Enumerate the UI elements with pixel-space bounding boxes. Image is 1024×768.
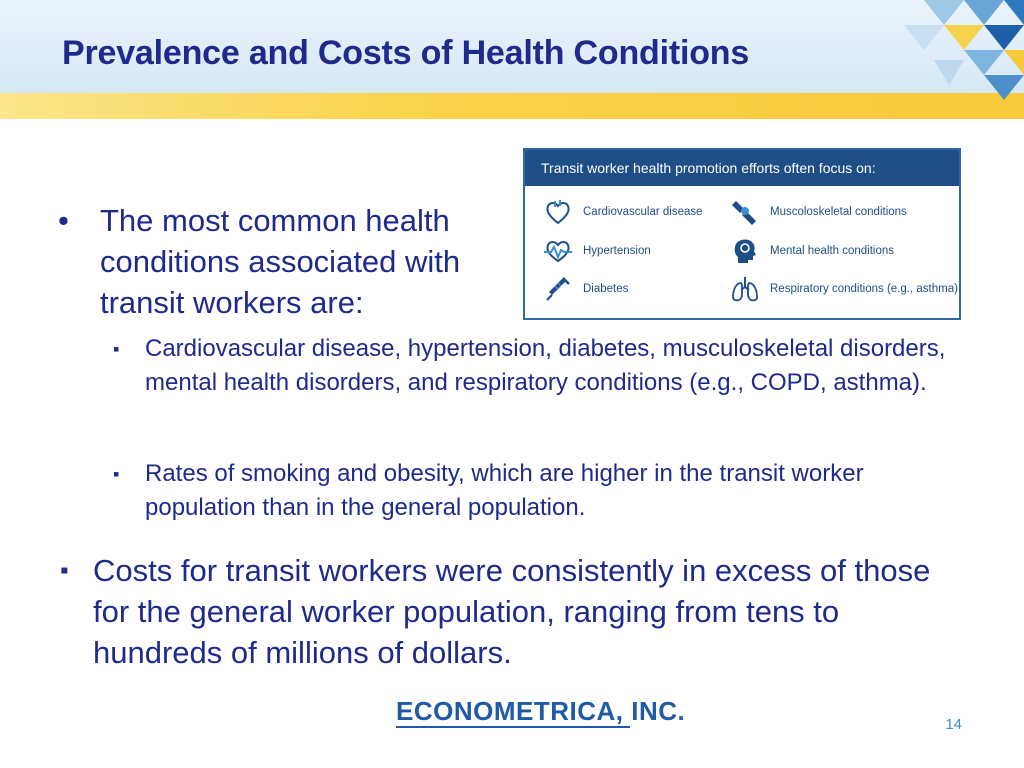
syringe-icon: [543, 274, 573, 304]
lungs-icon: [730, 274, 760, 304]
heart-icon: [543, 197, 573, 227]
focus-item-diabetes: [543, 274, 628, 304]
focus-item-label: Hypertension: [583, 245, 651, 257]
costs-bullet: [60, 550, 960, 673]
heartbeat-icon: [543, 236, 573, 266]
focus-item-label: Respiratory conditions (e.g., asthma): [770, 283, 958, 295]
head-icon: [730, 236, 760, 266]
focus-item-cardiovascular: [543, 197, 703, 227]
slide-title: Prevalence and Costs of Health Conditions: [62, 34, 750, 72]
sub-bullet-conditions: [113, 332, 973, 400]
main-bullet: [58, 200, 508, 323]
focus-panel-heading: Transit worker health promotion efforts often focus on:: [525, 150, 959, 186]
decorative-tiles: [864, 0, 1024, 119]
focus-item-label: Mental health conditions: [770, 245, 895, 257]
bullet-marker: •: [58, 203, 69, 238]
company-logo: [396, 696, 686, 728]
focus-item-label: Diabetes: [583, 283, 629, 295]
bullet-marker: ▪: [60, 557, 69, 584]
bullet-marker: ▪: [113, 464, 120, 484]
focus-item-hypertension: [543, 236, 651, 266]
logo-underline: [396, 726, 630, 728]
focus-item-respiratory: [730, 274, 958, 304]
bullet-marker: ▪: [113, 339, 120, 359]
focus-panel: [523, 148, 961, 320]
focus-item-label: Cardiovascular disease: [583, 206, 703, 218]
focus-item-label: Muscoloskeletal conditions: [770, 206, 907, 218]
sub-bullet-text: Cardiovascular disease, hypertension, diabetes, musculoskeletal disorders, mental health disorders, and respiratory conditions (e.g., COPD, asthma).: [145, 335, 946, 396]
focus-item-mental-health: [730, 236, 894, 266]
focus-item-musculoskeletal: [730, 197, 907, 227]
main-bullet-text: The most common health conditions associated with transit workers are:: [100, 203, 461, 320]
costs-bullet-text: Costs for transit workers were consistently in excess of those for the general worker population, ranging from tens to hundreds of millions of dollars.: [93, 553, 931, 670]
page-number: 14: [945, 716, 962, 733]
logo-text: ECONOMETRICA, INC.: [396, 696, 686, 726]
joint-icon: [730, 197, 760, 227]
sub-bullet-smoking: [113, 457, 973, 525]
sub-bullet-text: Rates of smoking and obesity, which are higher in the transit worker population than in the general population.: [145, 460, 864, 521]
